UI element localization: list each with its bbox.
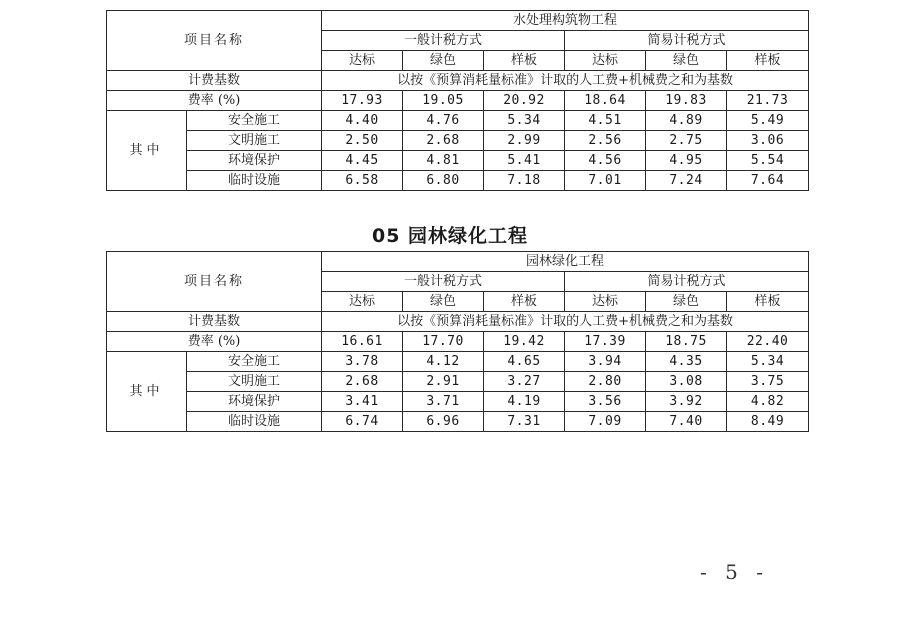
rate-value: 18.64 [565, 91, 646, 111]
cell-value: 5.49 [727, 111, 809, 131]
cell-value: 3.75 [727, 372, 809, 392]
rate-value: 16.61 [322, 332, 403, 352]
row-label: 临时设施 [187, 412, 322, 432]
cell-value: 3.56 [565, 392, 646, 412]
cell-value: 4.51 [565, 111, 646, 131]
table-row [107, 352, 809, 372]
rate-row [107, 91, 809, 111]
header-project-name: 园林绿化工程 [322, 252, 809, 272]
rate-value: 19.42 [484, 332, 565, 352]
cell-value: 8.49 [727, 412, 809, 432]
cell-value: 7.18 [484, 171, 565, 191]
base-text: 以按《预算消耗量标准》计取的人工费+机械费之和为基数 [322, 71, 809, 91]
header-grade: 绿色 [403, 292, 484, 312]
cell-value: 5.54 [727, 151, 809, 171]
table-row [107, 151, 809, 171]
header-grade: 达标 [565, 51, 646, 71]
rate-value: 17.93 [322, 91, 403, 111]
cell-value: 3.41 [322, 392, 403, 412]
base-row [107, 312, 809, 332]
cell-value: 2.68 [403, 131, 484, 151]
cell-value: 2.75 [646, 131, 727, 151]
table-row [107, 171, 809, 191]
cell-value: 4.35 [646, 352, 727, 372]
base-text: 以按《预算消耗量标准》计取的人工费+机械费之和为基数 [322, 312, 809, 332]
section-title: 05 园林绿化工程 [371, 225, 529, 247]
cell-value: 5.34 [727, 352, 809, 372]
header-row-project [107, 11, 809, 31]
header-grade: 绿色 [646, 292, 727, 312]
fee-table-water-treatment [106, 10, 809, 191]
header-item-name: 项目名称 [107, 11, 322, 71]
rate-value: 22.40 [727, 332, 809, 352]
cell-value: 3.27 [484, 372, 565, 392]
cell-value: 4.56 [565, 151, 646, 171]
cell-value: 6.74 [322, 412, 403, 432]
cell-value: 4.81 [403, 151, 484, 171]
page-number: - 5 - [700, 560, 769, 584]
cell-value: 3.06 [727, 131, 809, 151]
cell-value: 2.91 [403, 372, 484, 392]
cell-value: 5.34 [484, 111, 565, 131]
row-label: 安全施工 [187, 111, 322, 131]
row-label: 安全施工 [187, 352, 322, 372]
header-method-general: 一般计税方式 [322, 31, 565, 51]
cell-value: 7.64 [727, 171, 809, 191]
rate-label: 费率 (%) [107, 332, 322, 352]
row-label: 环境保护 [187, 151, 322, 171]
cell-value: 6.96 [403, 412, 484, 432]
cell-value: 2.99 [484, 131, 565, 151]
cell-value: 2.56 [565, 131, 646, 151]
group-label: 其中 [107, 352, 187, 432]
cell-value: 4.65 [484, 352, 565, 372]
group-label: 其中 [107, 111, 187, 191]
cell-value: 4.40 [322, 111, 403, 131]
table-row [107, 372, 809, 392]
rate-value: 18.75 [646, 332, 727, 352]
table-row [107, 131, 809, 151]
cell-value: 4.12 [403, 352, 484, 372]
rate-row [107, 332, 809, 352]
base-row [107, 71, 809, 91]
header-grade: 样板 [484, 51, 565, 71]
rate-value: 19.05 [403, 91, 484, 111]
cell-value: 3.78 [322, 352, 403, 372]
rate-value: 19.83 [646, 91, 727, 111]
table-row [107, 392, 809, 412]
cell-value: 4.76 [403, 111, 484, 131]
header-grade: 样板 [727, 292, 809, 312]
header-method-simple: 简易计税方式 [565, 272, 809, 292]
fee-table-landscaping [106, 251, 809, 432]
header-method-simple: 简易计税方式 [565, 31, 809, 51]
base-label: 计费基数 [107, 312, 322, 332]
row-label: 环境保护 [187, 392, 322, 412]
rate-value: 17.70 [403, 332, 484, 352]
cell-value: 7.01 [565, 171, 646, 191]
cell-value: 4.89 [646, 111, 727, 131]
cell-value: 2.68 [322, 372, 403, 392]
cell-value: 4.19 [484, 392, 565, 412]
cell-value: 4.45 [322, 151, 403, 171]
header-grade: 绿色 [403, 51, 484, 71]
rate-label: 费率 (%) [107, 91, 322, 111]
cell-value: 4.95 [646, 151, 727, 171]
cell-value: 4.82 [727, 392, 809, 412]
row-label: 临时设施 [187, 171, 322, 191]
cell-value: 7.40 [646, 412, 727, 432]
table-row [107, 412, 809, 432]
cell-value: 2.50 [322, 131, 403, 151]
header-grade: 达标 [322, 51, 403, 71]
cell-value: 3.94 [565, 352, 646, 372]
cell-value: 6.80 [403, 171, 484, 191]
cell-value: 5.41 [484, 151, 565, 171]
cell-value: 2.80 [565, 372, 646, 392]
cell-value: 7.24 [646, 171, 727, 191]
cell-value: 7.31 [484, 412, 565, 432]
base-label: 计费基数 [107, 71, 322, 91]
cell-value: 3.92 [646, 392, 727, 412]
header-grade: 样板 [727, 51, 809, 71]
rate-value: 17.39 [565, 332, 646, 352]
header-row-project [107, 252, 809, 272]
header-grade: 达标 [565, 292, 646, 312]
cell-value: 3.08 [646, 372, 727, 392]
header-item-name: 项目名称 [107, 252, 322, 312]
cell-value: 7.09 [565, 412, 646, 432]
header-method-general: 一般计税方式 [322, 272, 565, 292]
cell-value: 3.71 [403, 392, 484, 412]
header-grade: 绿色 [646, 51, 727, 71]
row-label: 文明施工 [187, 131, 322, 151]
rate-value: 21.73 [727, 91, 809, 111]
table-row [107, 111, 809, 131]
rate-value: 20.92 [484, 91, 565, 111]
row-label: 文明施工 [187, 372, 322, 392]
cell-value: 6.58 [322, 171, 403, 191]
header-grade: 达标 [322, 292, 403, 312]
header-grade: 样板 [484, 292, 565, 312]
header-project-name: 水处理构筑物工程 [322, 11, 809, 31]
